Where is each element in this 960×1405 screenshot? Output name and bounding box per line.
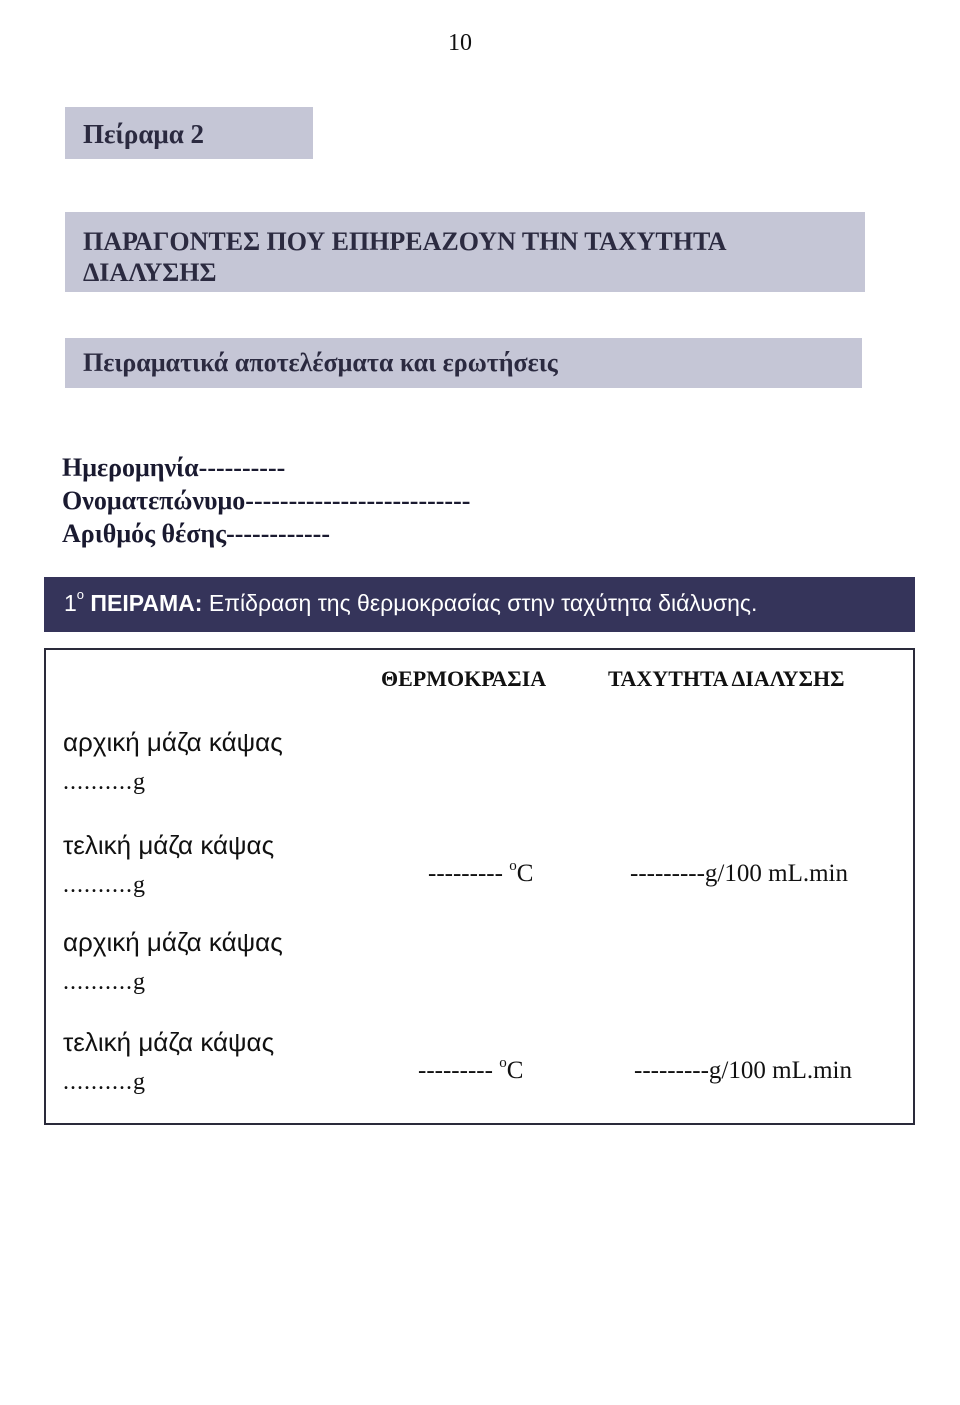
mass-value-field[interactable]: ..........g <box>63 769 146 795</box>
degree-sign: o <box>509 858 517 874</box>
final-mass-label-1 <box>63 825 274 905</box>
section-subtitle <box>65 338 862 388</box>
mass-value-field[interactable]: ..........g <box>63 969 146 995</box>
degree-sign: o <box>499 1055 507 1071</box>
experiment-banner <box>44 577 915 632</box>
row-label-text: αρχική μάζα κάψας <box>63 927 283 957</box>
temperature-blank: --------- <box>418 1057 493 1084</box>
rate-field-1[interactable]: ---------g/100 mL.min <box>630 860 848 887</box>
banner-number: 1 <box>64 590 77 616</box>
experiment-label: Πείραμα 2 <box>83 119 205 149</box>
title-line-2: ΔΙΑΛΥΣΗΣ <box>83 258 217 287</box>
temperature-header: ΘΕΡΜΟΚΡΑΣΙΑ <box>381 666 547 691</box>
mass-value-field[interactable]: ..........g <box>63 872 146 898</box>
row-label-text: τελική μάζα κάψας <box>63 830 275 860</box>
experiment-heading <box>65 107 313 159</box>
name-field[interactable]: Ονοματεπώνυμο-------------------------- <box>62 486 471 515</box>
initial-mass-label-2 <box>63 922 283 1002</box>
title-line-1: ΠΑΡΑΓΟΝΤΕΣ ΠΟΥ ΕΠΗΡΕΑΖΟΥΝ ΤΗΝ ΤΑΧΥΤΗΤΑ <box>83 227 727 256</box>
temperature-field-1[interactable] <box>428 860 533 888</box>
page-number: 10 <box>448 30 472 56</box>
row-label-text: τελική μάζα κάψας <box>63 1027 275 1057</box>
rate-field-2[interactable]: ---------g/100 mL.min <box>634 1057 852 1084</box>
initial-mass-label-1 <box>63 722 283 802</box>
temperature-unit: C <box>516 860 534 887</box>
student-info <box>62 451 470 550</box>
seat-number-field[interactable]: Αριθμός θέσης------------ <box>62 519 330 548</box>
mass-value-field[interactable]: ..........g <box>63 1069 146 1095</box>
temperature-blank: --------- <box>428 860 503 887</box>
subtitle-text: Πειραματικά αποτελέσματα και ερωτήσεις <box>83 348 558 377</box>
banner-text: Επίδραση της θερμοκρασίας στην ταχύτητα διάλυσης. <box>208 590 758 616</box>
banner-label: ΠΕΙΡΑΜΑ: <box>90 590 203 616</box>
row-label-text: αρχική μάζα κάψας <box>63 727 283 757</box>
final-mass-label-2 <box>63 1022 274 1102</box>
date-field[interactable]: Ημερομηνία---------- <box>62 453 286 482</box>
temperature-field-2[interactable] <box>418 1057 523 1085</box>
temperature-unit: C <box>506 1057 524 1084</box>
results-table <box>44 648 915 1125</box>
rate-header: ΤΑΧΥΤΗΤΑ ΔΙΑΛΥΣΗΣ <box>608 666 845 691</box>
banner-ordinal: o <box>76 587 85 602</box>
document-title <box>65 212 865 292</box>
